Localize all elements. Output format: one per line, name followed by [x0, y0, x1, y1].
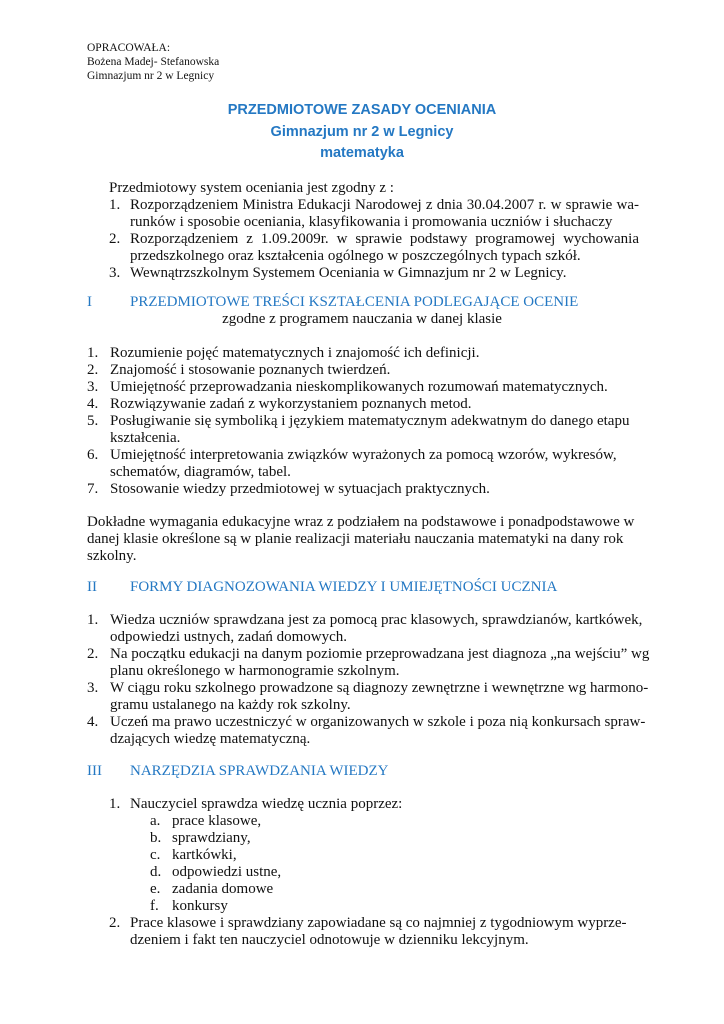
author-block — [87, 41, 219, 83]
tools-subitem-letter: f. — [150, 898, 159, 914]
tools-subitem-letter: c. — [150, 847, 161, 863]
content-item-text: Posługiwanie się symboliką i językiem matematycznym adekwatnym do danego etapu — [110, 413, 630, 429]
diagnosis-item-text-cont: dzających wiedzę matematyczną. — [110, 731, 311, 747]
intro-item-number: 1. — [109, 197, 121, 213]
diagnosis-item-text-cont: planu określonego w harmonogramie szkolnym. — [110, 663, 400, 679]
tools-subitem-letter: b. — [150, 830, 162, 846]
document-title-block — [0, 100, 724, 165]
diagnosis-item-text-cont: gramu ustalanego na każdy rok szkolny. — [110, 697, 351, 713]
intro-item-number: 3. — [109, 265, 121, 281]
tools-subitem-text: kartkówki, — [172, 847, 237, 863]
document-school: Gimnazjum nr 2 w Legnicy — [270, 123, 454, 140]
content-item-text: Umiejętność przeprowadzania nieskomplikowanych rozumowań matematycznych. — [110, 379, 608, 395]
document-title: PRZEDMIOTOWE ZASADY OCENIANIA — [227, 102, 497, 118]
requirements-paragraph-line: Dokładne wymagania edukacyjne wraz z podziałem na podstawowe i ponadpodstawowe w — [87, 514, 635, 530]
tools-subitem-text: sprawdziany, — [172, 830, 251, 846]
section-numeral: I — [87, 294, 92, 310]
intro-item-text: Rozporządzeniem z 1.09.2009r. w sprawie podstawy programowej wychowania — [130, 231, 639, 247]
diagnosis-item-number: 3. — [87, 680, 99, 696]
intro-lead: Przedmiotowy system oceniania jest zgodny z : — [109, 180, 394, 196]
tools-item-text: Prace klasowe i sprawdziany zapowiadane są co najmniej z tygodniowym wyprze- — [130, 915, 627, 931]
diagnosis-item-text: W ciągu roku szkolnego prowadzone są diagnozy zewnętrzne i wewnętrzne wg harmono- — [110, 680, 649, 696]
content-item-text: Rozwiązywanie zadań z wykorzystaniem poznanych metod. — [110, 396, 472, 412]
diagnosis-item-text: Uczeń ma prawo uczestniczyć w organizowanych w szkole i poza nią konkursach spraw- — [110, 714, 646, 730]
tools-item-number: 1. — [109, 796, 121, 812]
content-item-number: 7. — [87, 481, 99, 497]
tools-item-text: Nauczyciel sprawdza wiedzę ucznia poprzez: — [130, 796, 403, 812]
intro-item-text-cont: przedszkolnego oraz kształcenia ogólnego w poszczególnych typach szkół. — [130, 248, 581, 264]
diagnosis-item-text: Na początku edukacji na danym poziomie przeprowadzana jest diagnoza „na wejściu” wg — [110, 646, 650, 662]
tools-item-number: 2. — [109, 915, 121, 931]
tools-subitem-text: zadania domowe — [172, 881, 274, 897]
content-item-text: Umiejętność interpretowania związków wyrażonych za pomocą wzorów, wykresów, — [110, 447, 617, 463]
intro-item-text: Rozporządzeniem Ministra Edukacji Narodowej z dnia 30.04.2007 r. w sprawie wa- — [130, 197, 639, 213]
content-item-text-cont: kształcenia. — [110, 430, 181, 446]
section-subheading: zgodne z programem nauczania w danej klasie — [222, 311, 502, 327]
content-item-number: 3. — [87, 379, 99, 395]
content-item-number: 1. — [87, 345, 99, 361]
intro-item-text-cont: runków i sposobie oceniania, klasyfikowania i promowania uczniów i słuchaczy — [130, 214, 613, 230]
author-label: OPRACOWAŁA: — [87, 42, 171, 54]
tools-subitem-text: prace klasowe, — [172, 813, 262, 829]
diagnosis-item-text-cont: odpowiedzi ustnych, zadań domowych. — [110, 629, 348, 645]
tools-subitem-letter: d. — [150, 864, 162, 880]
content-item-text: Znajomość i stosowanie poznanych twierdzeń. — [110, 362, 391, 378]
author-school: Gimnazjum nr 2 w Legnicy — [87, 70, 215, 82]
content-item-number: 2. — [87, 362, 99, 378]
section-heading: FORMY DIAGNOZOWANIA WIEDZY I UMIEJĘTNOŚCI UCZNIA — [130, 579, 558, 595]
section-heading: NARZĘDZIA SPRAWDZANIA WIEDZY — [130, 763, 389, 779]
diagnosis-item-number: 4. — [87, 714, 99, 730]
content-item-text-cont: schematów, diagramów, tabel. — [110, 464, 291, 480]
diagnosis-item-number: 2. — [87, 646, 99, 662]
intro-item-number: 2. — [109, 231, 121, 247]
requirements-paragraph-line: danej klasie określone są w planie realizacji materiału nauczania matematyki na dany rok — [87, 531, 624, 547]
content-item-text: Stosowanie wiedzy przedmiotowej w sytuacjach praktycznych. — [110, 481, 490, 497]
document-subject: matematyka — [320, 145, 404, 161]
content-item-text: Rozumienie pojęć matematycznych i znajomość ich definicji. — [110, 345, 480, 361]
diagnosis-item-text: Wiedza uczniów sprawdzana jest za pomocą prac klasowych, sprawdzianów, kartkówek, — [110, 612, 643, 628]
intro-item-text: Wewnątrzszkolnym Systemem Oceniania w Gimnazjum nr 2 w Legnicy. — [130, 265, 567, 281]
diagnosis-item-number: 1. — [87, 612, 99, 628]
section-numeral: III — [87, 763, 102, 779]
tools-subitem-text: konkursy — [172, 898, 228, 914]
section-heading: PRZEDMIOTOWE TREŚCI KSZTAŁCENIA PODLEGAJĄCE OCENIE — [130, 294, 579, 310]
content-item-number: 6. — [87, 447, 99, 463]
tools-subitem-letter: a. — [150, 813, 161, 829]
tools-item-text-cont: dzeniem i fakt ten nauczyciel odnotowuje w dzienniku lekcyjnym. — [130, 932, 529, 948]
requirements-paragraph-line: szkolny. — [87, 548, 137, 564]
tools-subitem-letter: e. — [150, 881, 161, 897]
content-item-number: 4. — [87, 396, 99, 412]
content-item-number: 5. — [87, 413, 99, 429]
tools-subitem-text: odpowiedzi ustne, — [172, 864, 282, 880]
section-numeral: II — [87, 579, 97, 595]
author-name: Bożena Madej- Stefanowska — [87, 56, 220, 68]
